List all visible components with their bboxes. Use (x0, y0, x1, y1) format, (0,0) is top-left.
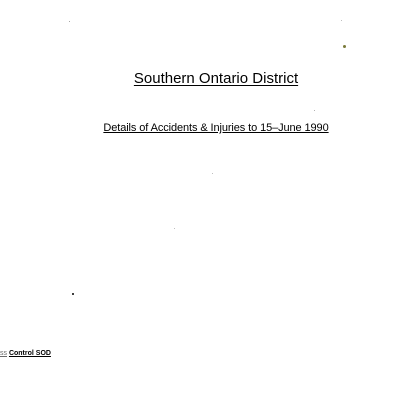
control-label (0, 350, 51, 357)
control-label-text: Control SOD (8, 350, 51, 357)
scan-speck (341, 20, 342, 21)
scan-speck (174, 228, 175, 229)
scan-speck (343, 45, 346, 48)
scan-speck (69, 21, 70, 22)
scan-speck (212, 173, 213, 174)
scan-speck (72, 293, 74, 295)
scan-speck (314, 110, 315, 111)
control-label-prefix: ss (0, 350, 7, 357)
document-subtitle: Details of Accidents & Injuries to 15–June 1990 (103, 122, 329, 134)
document-title: Southern Ontario District (133, 70, 299, 87)
